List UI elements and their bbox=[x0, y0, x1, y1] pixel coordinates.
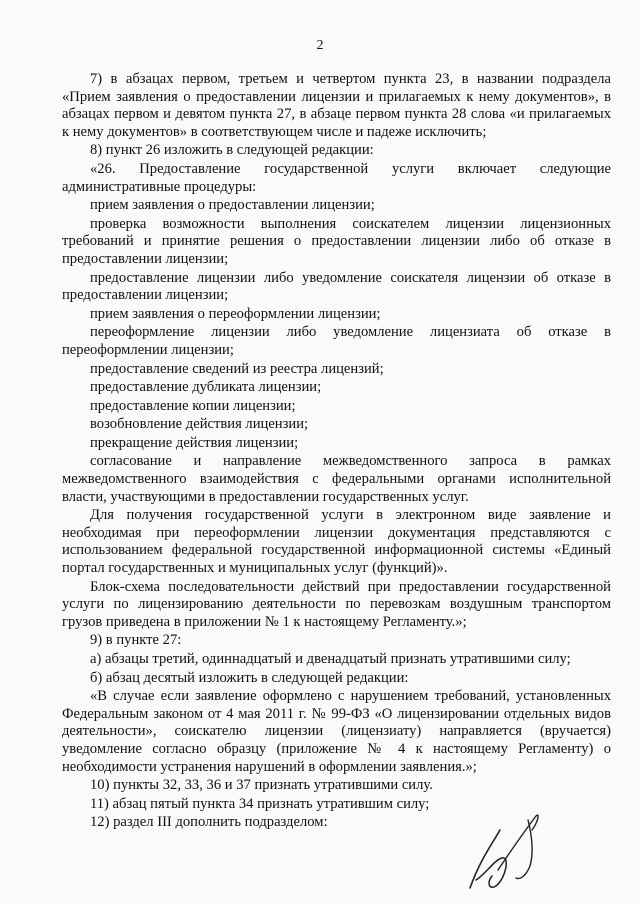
paragraph: «В случае если заявление оформлено с нарушением требований, установленных Федеральным законом от 4 мая 2011 г. № 99-ФЗ «О лицензировании отдельных видов деятельности», соискателю лицензии (лицензиату) направляется (вручается) уведомление согласно образцу (приложение № 4 к настоящему Регламенту) о необходимости устранения нарушений в оформлении заявления.»; bbox=[62, 688, 611, 775]
paragraph: предоставление копии лицензии; bbox=[90, 397, 296, 414]
paragraph: проверка возможности выполнения соискателем лицензии лицензионных требований и принятие решения о предоставлении лицензии либо об отказе в предоставлении лицензии; bbox=[62, 215, 611, 267]
paragraph: б) абзац десятый изложить в следующей редакции: bbox=[90, 669, 409, 686]
paragraph: 8) пункт 26 изложить в следующей редакции: bbox=[90, 142, 374, 159]
paragraph: согласование и направление межведомственного запроса в рамках межведомственного взаимодействия с федеральными органами исполнительной власти, участвующими в предоставлении государственных услуг. bbox=[62, 453, 611, 505]
page-number: 2 bbox=[316, 38, 324, 53]
paragraph: прием заявления о предоставлении лицензии; bbox=[90, 197, 375, 214]
paragraph: 10) пункты 32, 33, 36 и 37 признать утратившими силу. bbox=[90, 777, 433, 794]
paragraph: «26. Предоставление государственной услуги включает следующие административные процедуры: bbox=[62, 160, 611, 195]
paragraph: предоставление дубликата лицензии; bbox=[90, 379, 322, 396]
paragraph: Для получения государственной услуги в электронном виде заявление и необходимая при переоформлении лицензии документация представляются с использованием федеральной государственной информационной системы «Единый портал государственных и муниципальных услуг (функций)». bbox=[62, 507, 611, 577]
paragraph: возобновление действия лицензии; bbox=[90, 416, 309, 433]
paragraph: а) абзацы третий, одиннадцатый и двенадцатый признать утратившими силу; bbox=[90, 651, 571, 667]
paragraph: прекращение действия лицензии; bbox=[90, 434, 299, 451]
paragraph: 7) в абзацах первом, третьем и четвертом пункта 23, в названии подраздела «Прием заявления о предоставлении лицензии и прилагаемых к нему документов», в абзацах первом и девятом пункта 27, в абзаце первом пункта 28 слова «и прилагаемых к нему документов» в соответствующем числе и падеже исключить; bbox=[62, 71, 611, 140]
paragraph: 12) раздел III дополнить подразделом: bbox=[90, 814, 328, 831]
paragraph: прием заявления о переоформлении лицензии; bbox=[90, 305, 381, 322]
handwritten-signature bbox=[440, 800, 560, 900]
paragraph: предоставление сведений из реестра лицензий; bbox=[90, 360, 384, 377]
paragraph: Блок-схема последовательности действий при предоставлении государственной услуги по лицензированию деятельности по перевозкам воздушным транспортом грузов приведена в приложении № 1 к настоящему Регламенту.»; bbox=[62, 578, 611, 630]
document-body bbox=[62, 71, 611, 832]
paragraph: 11) абзац пятый пункта 34 признать утратившим силу; bbox=[90, 795, 430, 812]
paragraph: 9) в пункте 27: bbox=[90, 632, 182, 649]
paragraph: переоформление лицензии либо уведомление лицензиата об отказе в переоформлении лицензии; bbox=[62, 324, 611, 358]
paragraph: предоставление лицензии либо уведомление соискателя лицензии об отказе в предоставлении лицензии; bbox=[62, 269, 611, 304]
